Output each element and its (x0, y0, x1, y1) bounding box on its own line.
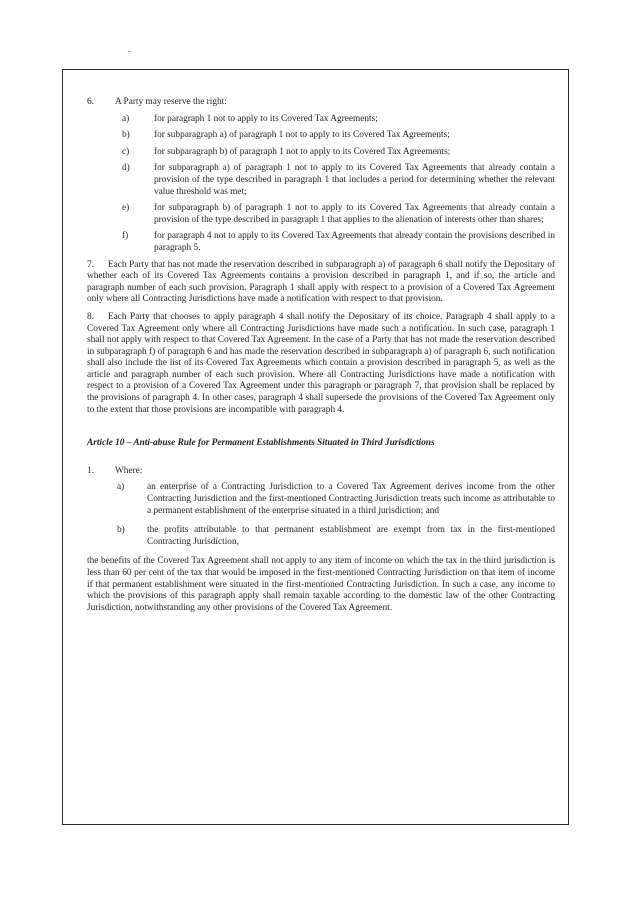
paragraph-text: A Party may reserve the right: (115, 97, 227, 107)
list-item (87, 231, 555, 254)
article-heading: Article 10 – Anti-abuse Rule for Permanent Establishments Situated in Third Jurisdictions (87, 438, 435, 449)
list-item (87, 203, 555, 226)
item-label: c) (122, 146, 130, 157)
list-item (87, 114, 555, 126)
item-label: e) (122, 203, 130, 214)
document-body (87, 97, 555, 624)
item-text: for subparagraph a) of paragraph 1 not to apply to its Covered Tax Agreements; (154, 130, 450, 141)
article-10-paragraph-1-intro (87, 466, 555, 478)
paragraph-number: 7. (87, 259, 94, 270)
paragraph-number: 1. (87, 465, 94, 476)
paragraph-7 (87, 260, 555, 306)
item-label: a) (122, 113, 130, 124)
paragraph-number: 6. (87, 97, 94, 107)
paragraph-text: Each Party that chooses to apply paragraph 4 shall notify the Depositary of its choice. Paragraph 4 shall apply to a Covered Tax Agreement only where all Contracting Jurisdictions have made such a notification. In such case, paragraph 1 shall not apply with respect to that Covered Tax Agreement. In the case of a Party that has not made the reservation described in subparagraph f) of paragraph 6 and has made the reservation described in subparagraph a) of paragraph 6, such notification shall also include the list of its Covered Tax Agreements which contain a provision described in paragraph 5, as well as the article and paragraph number of each such provision. Where all Contracting Jurisdictions have made a notification with respect to a provision of a Covered Tax Agreement under this paragraph or paragraph 7, that provision shall be replaced by the provisions of paragraph 4. In other cases, paragraph 4 shall supersede the provisions of the Covered Tax Agreement only to the extent that those provisions are incompatible with paragraph 4. (87, 311, 555, 415)
paragraph-text: Where: (115, 465, 143, 476)
scan-mark (128, 51, 131, 52)
list-item (87, 147, 555, 159)
item-text: for paragraph 1 not to apply to its Covered Tax Agreements; (154, 113, 378, 124)
list-item (87, 525, 555, 548)
item-label: b) (122, 130, 130, 141)
article-10-concluding-text: the benefits of the Covered Tax Agreement shall not apply to any item of income on which the tax in the third jurisdiction is less than 60 per cent of the tax that would be imposed in the first-mentioned Contracting Jurisdiction on that item of income if that permanent establishment were situated in the first-mentioned Contracting Jurisdiction. In such a case, any income to which the provisions of this paragraph apply shall remain taxable according to the domestic law of the other Contracting Jurisdiction, notwithstanding any other provisions of the Covered Tax Agreement. (87, 556, 555, 613)
item-text: the profits attributable to that permanent establishment are exempt from tax in the first-mentioned Contracting Jurisdiction, (147, 525, 555, 547)
item-label: a) (117, 482, 125, 493)
list-item (87, 163, 555, 198)
item-label: b) (117, 525, 125, 536)
item-text: for subparagraph a) of paragraph 1 not to apply to its Covered Tax Agreements that already contain a provision of the type described in paragraph 1 that includes a period for determining whether the relevant value threshold was met; (154, 163, 555, 197)
item-text: an enterprise of a Contracting Jurisdiction to a Covered Tax Agreement derives income from the other Contracting Jurisdiction and the first-mentioned Contracting Jurisdiction treats such income as attributable to a permanent establishment of the enterprise situated in a third jurisdiction; and (147, 482, 555, 516)
item-label: d) (122, 163, 130, 174)
item-text: for subparagraph b) of paragraph 1 not to apply to its Covered Tax Agreements that already contain a provision of the type described in paragraph 1 that applies to the alienation of interests other than shares; (154, 203, 555, 225)
paragraph-number: 8. (87, 311, 94, 322)
list-item (87, 130, 555, 142)
paragraph-6-intro (87, 97, 555, 109)
paragraph-8 (87, 312, 555, 416)
list-item (87, 482, 555, 517)
item-text: for subparagraph b) of paragraph 1 not to apply to its Covered Tax Agreements; (154, 146, 451, 157)
item-label: f) (122, 231, 129, 242)
paragraph-text: Each Party that has not made the reservation described in subparagraph a) of paragraph 6 shall notify the Depositary of whether each of its Covered Tax Agreements contains a provision described in paragraph 1, and if so, the article and paragraph number of each such provision. Paragraph 1 shall apply with respect to a provision of a Covered Tax Agreement only where all Contracting Jurisdictions have made a notification with respect to that provision. (87, 259, 555, 305)
item-text: for paragraph 4 not to apply to its Covered Tax Agreements that already contain the provisions described in paragraph 5. (154, 231, 555, 253)
